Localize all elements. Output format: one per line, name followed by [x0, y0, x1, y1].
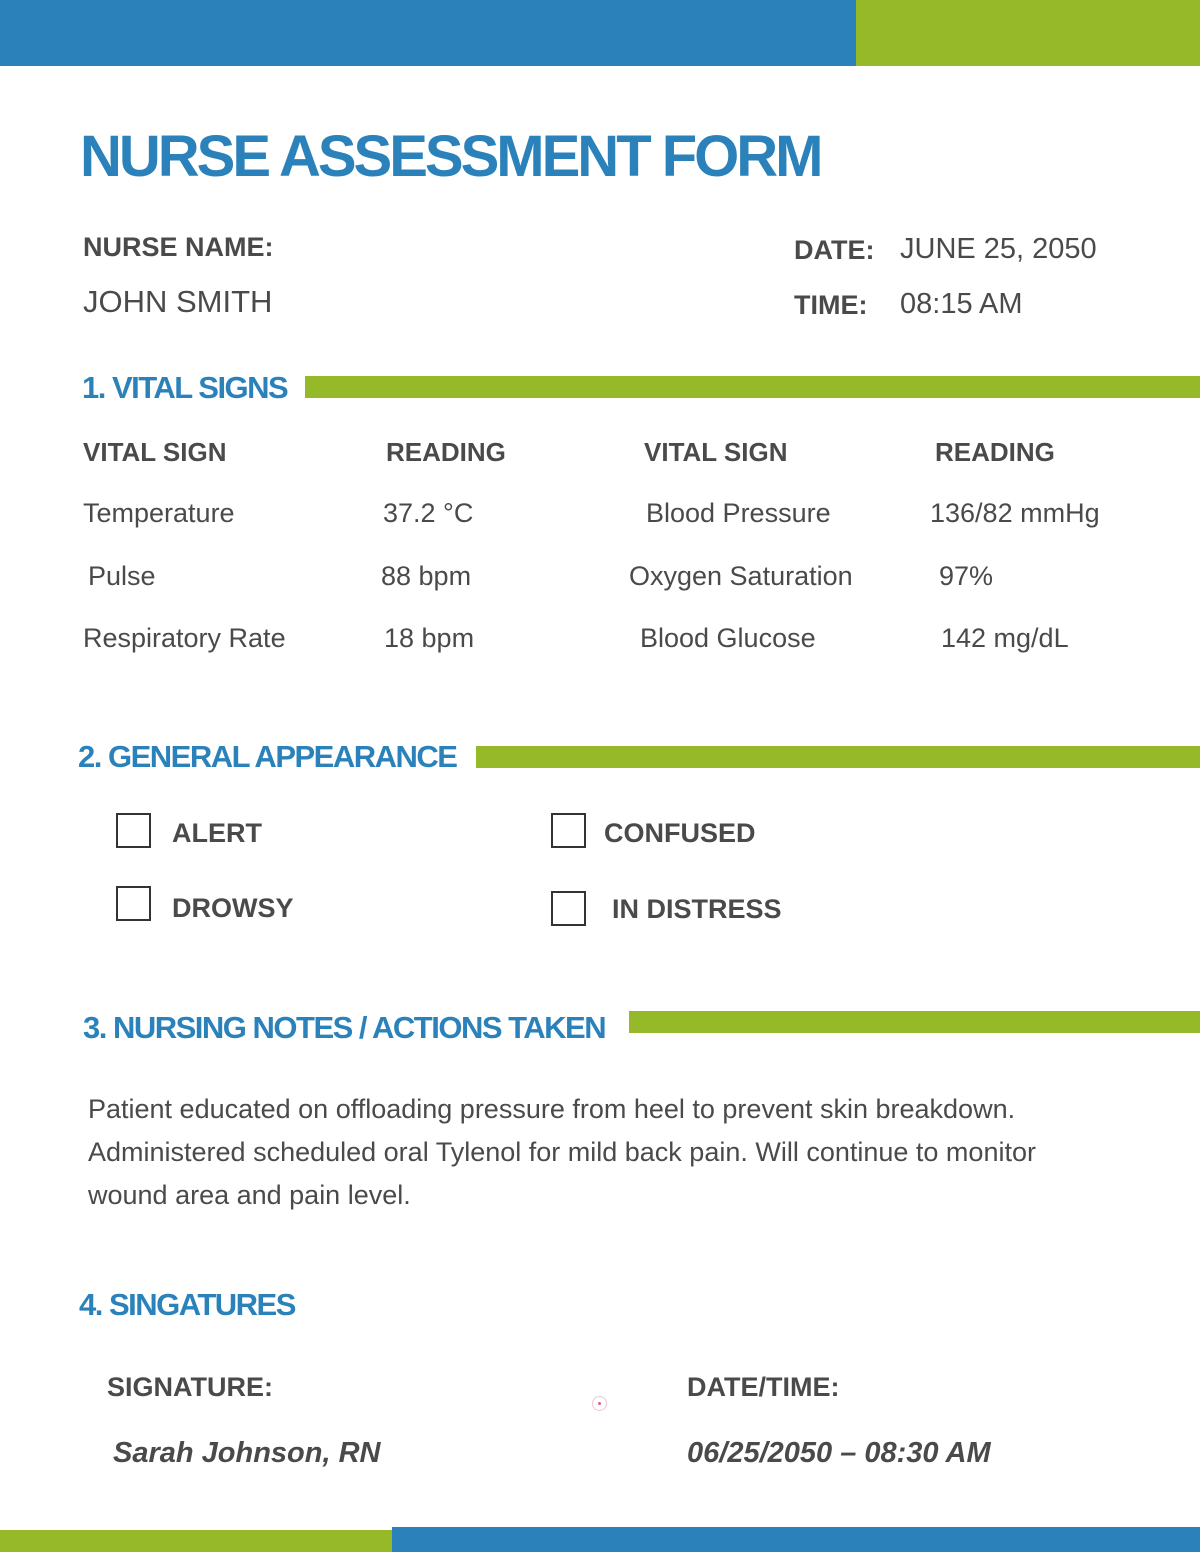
checkbox-confused-label: CONFUSED	[604, 818, 756, 848]
vitals-header-reading-left: READING	[386, 437, 506, 467]
nurse-name-value: JOHN SMITH	[83, 284, 273, 319]
vital-name: Pulse	[88, 561, 156, 591]
section-general-appearance-bar	[476, 746, 1200, 768]
vital-reading: 18 bpm	[384, 623, 475, 653]
vital-name: Blood Pressure	[646, 498, 831, 528]
top-blue-bar	[0, 0, 856, 66]
time-value: 08:15 AM	[900, 288, 1023, 320]
bottom-blue-bar	[392, 1527, 1200, 1552]
vital-name: Temperature	[83, 498, 235, 528]
signature-label: SIGNATURE:	[107, 1372, 273, 1402]
checkbox-alert[interactable]	[116, 813, 151, 848]
vital-name: Oxygen Saturation	[629, 561, 853, 591]
section-nursing-notes-title: 3. NURSING NOTES / ACTIONS TAKEN	[83, 1010, 606, 1045]
vital-reading: 88 bpm	[381, 561, 472, 591]
vital-reading: 136/82 mmHg	[930, 498, 1100, 528]
section-vital-signs-title: 1. VITAL SIGNS	[82, 370, 288, 405]
section-signatures-title: 4. SINGATURES	[79, 1287, 295, 1322]
page-title: NURSE ASSESSMENT FORM	[80, 124, 821, 189]
nurse-name-label: NURSE NAME:	[83, 232, 274, 262]
date-label: DATE:	[794, 235, 875, 265]
vital-reading: 142 mg/dL	[941, 623, 1069, 653]
bottom-green-bar	[0, 1530, 392, 1552]
checkbox-confused[interactable]	[551, 813, 586, 848]
date-value: JUNE 25, 2050	[900, 233, 1097, 265]
datetime-value: 06/25/2050 – 08:30 AM	[687, 1437, 991, 1469]
vitals-header-vital-sign-right: VITAL SIGN	[644, 437, 788, 467]
checkbox-alert-label: ALERT	[172, 818, 262, 848]
section-general-appearance-title: 2. GENERAL APPEARANCE	[78, 739, 457, 774]
checkbox-drowsy[interactable]	[116, 886, 151, 921]
checkbox-in-distress[interactable]	[551, 891, 586, 926]
decorative-dot-icon	[592, 1396, 607, 1411]
section-vital-signs-bar	[305, 376, 1200, 398]
vital-name: Blood Glucose	[640, 623, 816, 653]
checkbox-in-distress-label: IN DISTRESS	[612, 894, 782, 924]
vitals-header-vital-sign-left: VITAL SIGN	[83, 437, 227, 467]
datetime-label: DATE/TIME:	[687, 1372, 840, 1402]
section-nursing-notes-bar	[629, 1011, 1200, 1033]
vitals-header-reading-right: READING	[935, 437, 1055, 467]
time-label: TIME:	[794, 290, 868, 320]
vital-reading: 37.2 °C	[383, 498, 474, 528]
nursing-notes-text: Patient educated on offloading pressure from heel to prevent skin breakdown. Administered scheduled oral Tylenol for mild back pain. Will continue to monitor wound area and pain level.	[88, 1094, 1036, 1210]
checkbox-drowsy-label: DROWSY	[172, 893, 294, 923]
vital-name: Respiratory Rate	[83, 623, 286, 653]
signature-value: Sarah Johnson, RN	[113, 1437, 381, 1469]
top-green-bar	[856, 0, 1200, 66]
vital-reading: 97%	[939, 561, 994, 591]
